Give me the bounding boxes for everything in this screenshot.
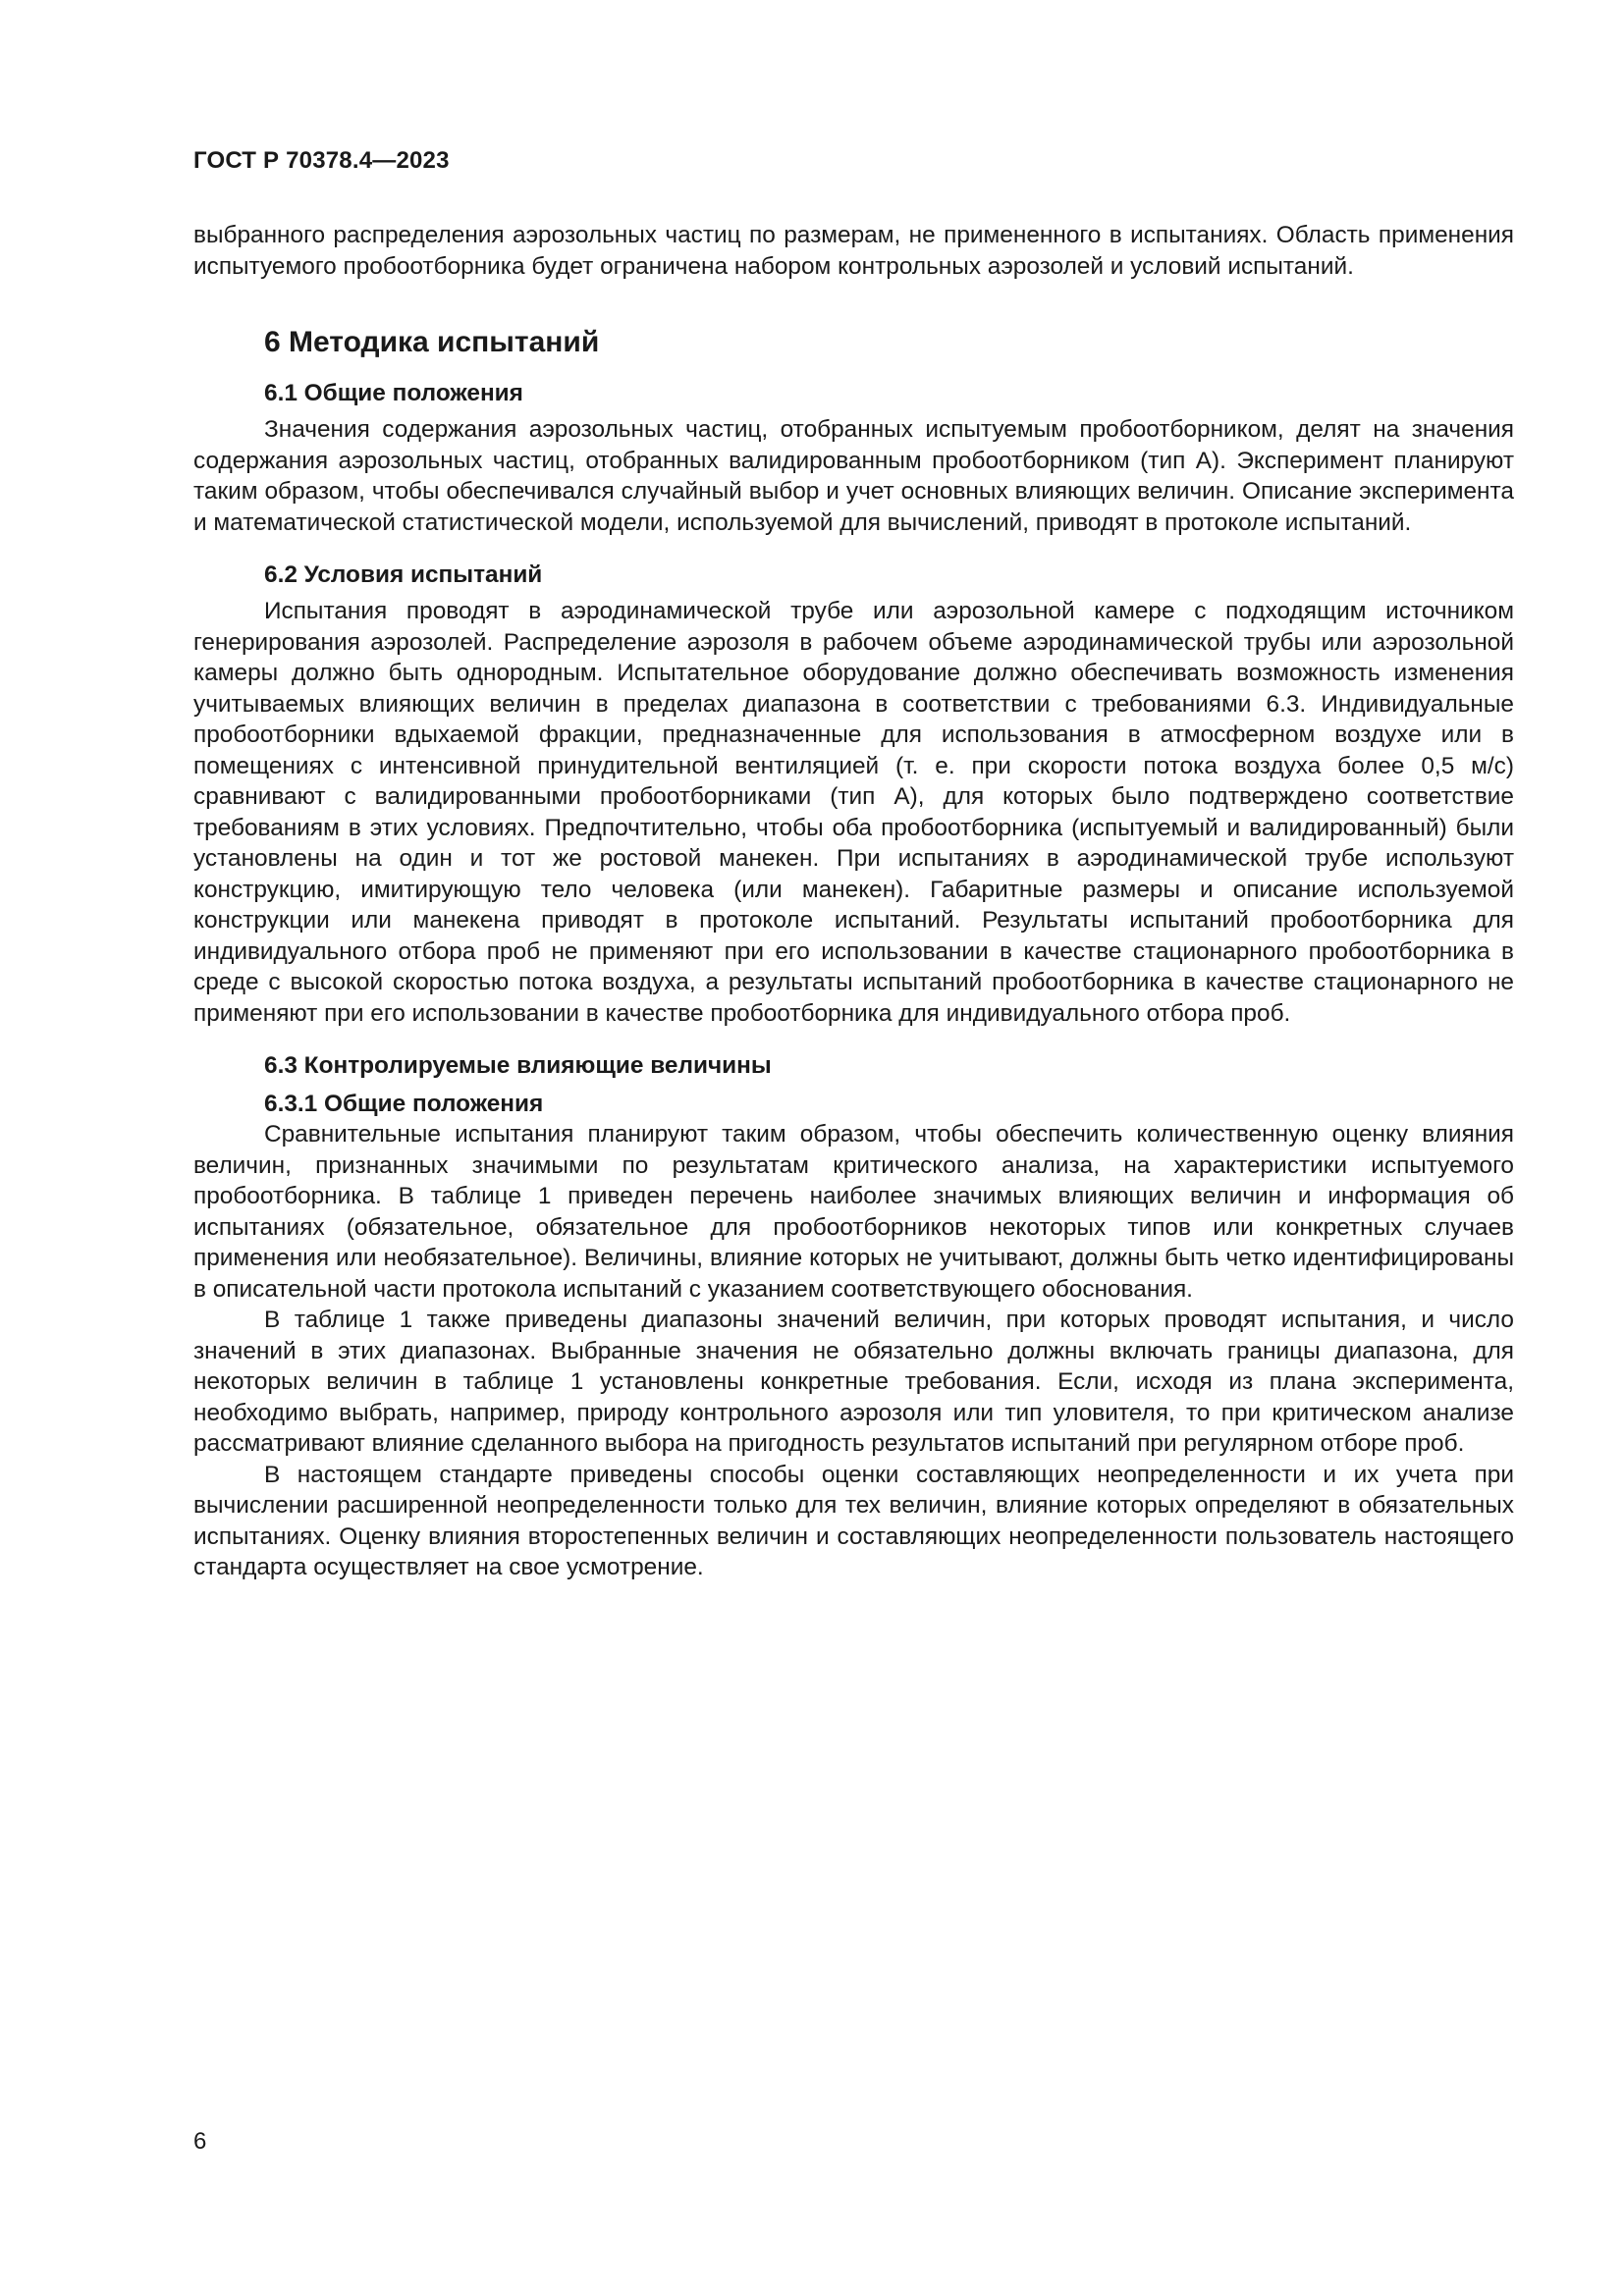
section-6-2-paragraph: Испытания проводят в аэродинамической трубе или аэрозольной камере с подходящим источником генерирования аэрозолей. Распределение аэрозоля в рабочем объеме аэродинамической трубы или аэрозольной камеры должно быть однородным. Испытательное оборудование должно обеспечивать возможность изменения учитываемых влияющих величин в пределах диапазона в соответствии с требованиями 6.3. Индивидуальные пробоотборники вдыхаемой фракции, предназначенные для использования в атмосферном воздухе или в помещениях с интенсивной принудительной вентиляцией (т. е. при скорости потока воздуха более 0,5 м/с) сравнивают с валидированными пробоотборниками (тип А), для которых было подтверждено соответствие требованиям в этих условиях. Предпочтительно, чтобы оба пробоотборника (испытуемый и валидированный) были установлены на один и тот же ростовой манекен. При испытаниях в аэродинамической трубе используют конструкцию, имитирующую тело человека (или манекен). Габаритные размеры и описание используемой конструкции или манекена приводят в протоколе испытаний. Результаты испытаний пробоотборника для индивидуального отбора проб не применяют при его использовании в качестве стационарного пробоотборника в среде с высокой скоростью потока воздуха, а результаты испытаний пробоотборника в качестве стационарного не применяют при его использовании в качестве пробоотборника для индивидуального отбора проб. [193,598,1514,1027]
document-header-code: ГОСТ Р 70378.4—2023 [193,147,450,174]
section-6-3-1-paragraph-3: В настоящем стандарте приведены способы оценки составляющих неопределенности и их учета при вычислении расширенной неопределенности только для тех величин, влияние которых определяют в обязательных испытаниях. Оценку влияния второстепенных величин и составляющих неопределенности пользователь настоящего стандарта осуществляет на свое усмотрение. [193,1461,1514,1580]
section-6-3-1-paragraph-1: Сравнительные испытания планируют таким образом, чтобы обеспечить количественную оценку влияния величин, признанных значимыми по результатам критического анализа, на характеристики испытуемого пробоотборника. В таблице 1 приведен перечень наиболее значимых влияющих величин и информация об испытаниях (обязательное, обязательное для пробоотборников некоторых типов или конкретных случаев применения или необязательное). Величины, влияние которых не учитывают, должны быть четко идентифицированы в описательной части протокола испытаний с указанием соответствующего обоснования. [193,1121,1514,1303]
section-6-3-1-title: 6.3.1 Общие положения [264,1091,544,1117]
section-6-1-title: 6.1 Общие положения [264,380,523,406]
section-6-1-paragraph: Значения содержания аэрозольных частиц, отобранных испытуемым пробоотборником, делят на значения содержания аэрозольных частиц, отобранных валидированным пробоотборником (тип А). Эксперимент планируют таким образом, чтобы обеспечивался случайный выбор и учет основных влияющих величин. Описание эксперимента и математической статистической модели, используемой для вычислений, приводят в протоколе испытаний. [193,416,1514,536]
page-number: 6 [193,2128,207,2155]
section-6-title: 6 Методика испытаний [264,326,600,358]
intro-paragraph: выбранного распределения аэрозольных частиц по размерам, не примененного в испытаниях. Область применения испытуемого пробоотборника будет ограничена набором контрольных аэрозолей и условий испытаний. [193,222,1514,280]
section-6-3-1-paragraph-2: В таблице 1 также приведены диапазоны значений величин, при которых проводят испытания, и число значений в этих диапазонах. Выбранные значения не обязательно должны включать границы диапазона, для некоторых величин в таблице 1 установлены конкретные требования. Если, исходя из плана эксперимента, необходимо выбрать, например, природу контрольного аэрозоля или тип уловителя, то при критическом анализе рассматривают влияние сделанного выбора на пригодность результатов испытаний при регулярном отборе проб. [193,1307,1514,1457]
document-body [193,220,1514,1583]
section-6-2-title: 6.2 Условия испытаний [264,561,543,588]
section-6-3-title: 6.3 Контролируемые влияющие величины [264,1052,772,1079]
